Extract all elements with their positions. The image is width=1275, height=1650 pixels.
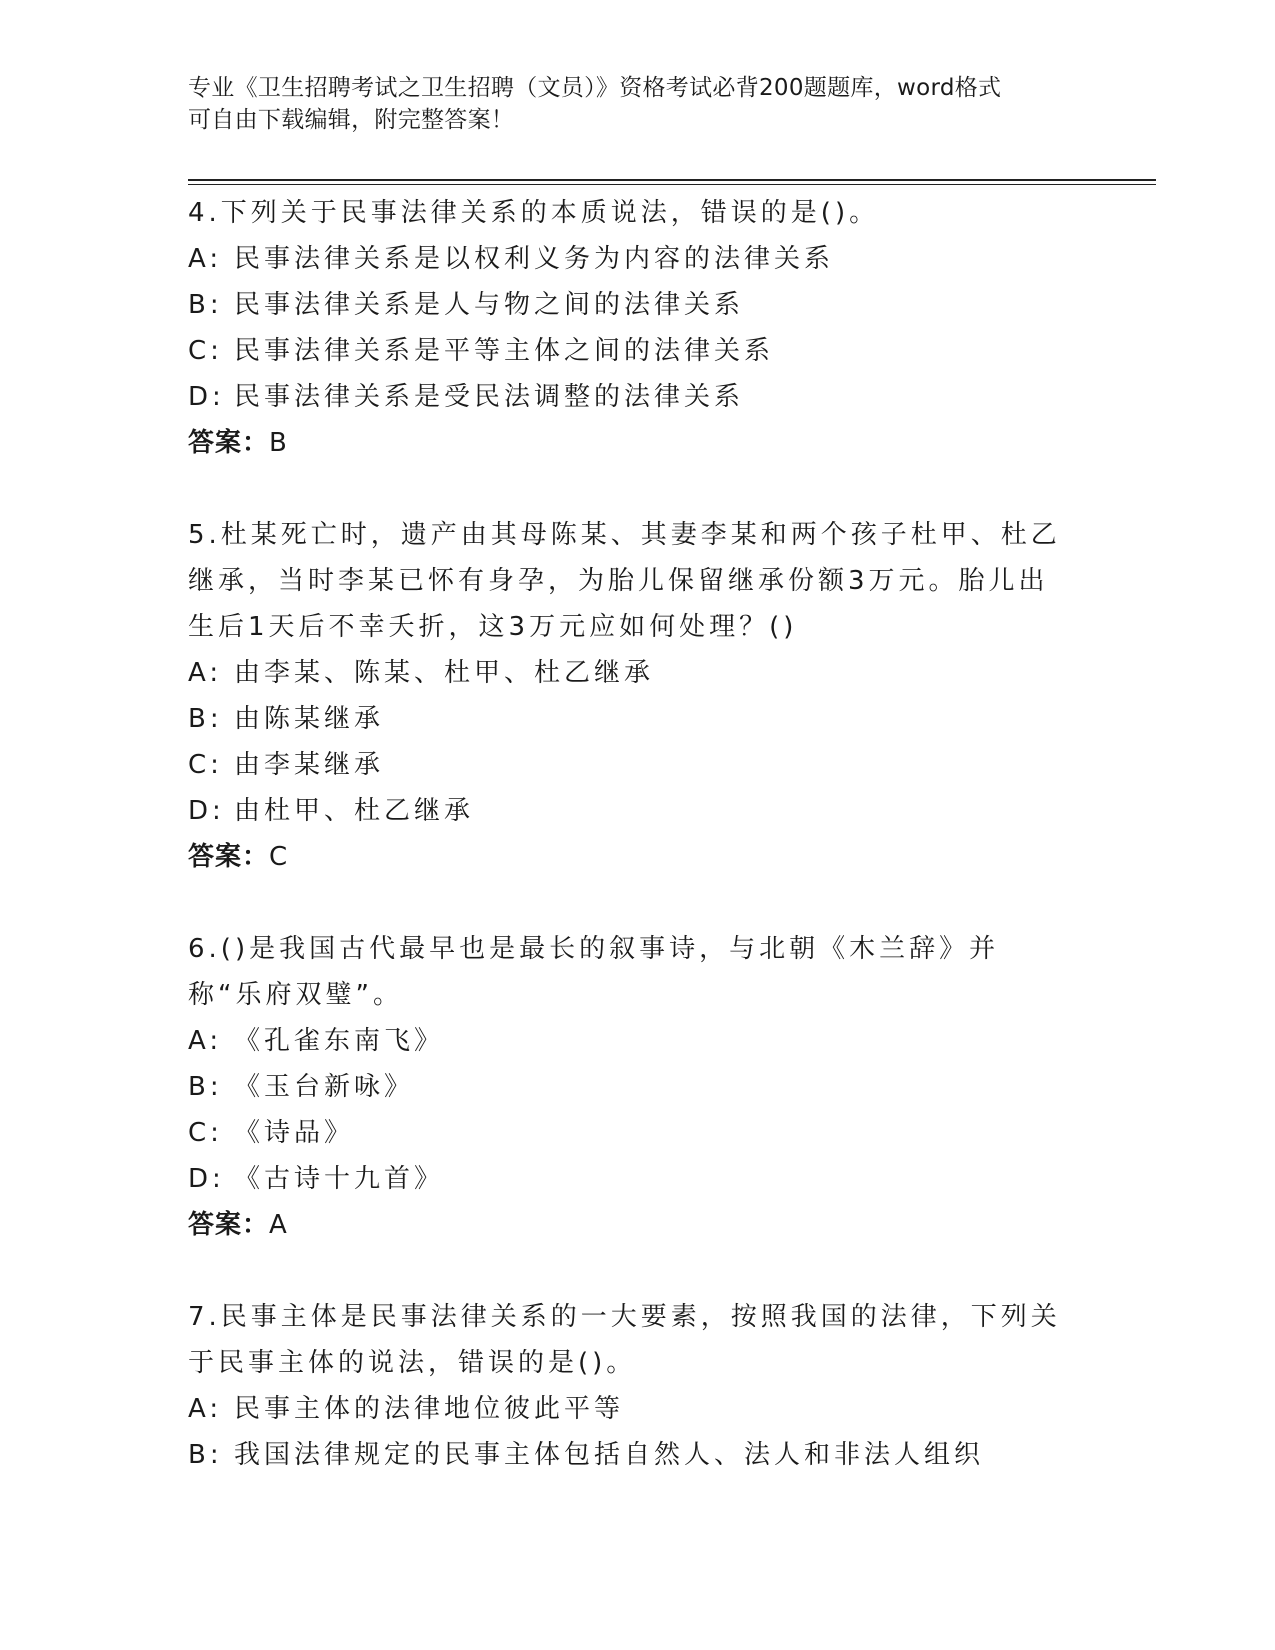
option-text: 由李某、陈某、杜甲、杜乙继承: [234, 658, 655, 688]
answer-line: [188, 834, 1068, 880]
answer-value: A: [269, 1210, 288, 1240]
answer-line: [188, 420, 1068, 466]
option-a: [188, 1018, 1068, 1064]
option-key: A:: [188, 658, 223, 688]
answer-value: C: [269, 842, 289, 872]
option-text: 《玉台新咏》: [234, 1072, 415, 1102]
option-d: [188, 374, 1068, 420]
option-key: D:: [188, 1164, 225, 1194]
option-b: [188, 696, 1068, 742]
question-6: [188, 926, 1068, 1248]
document-header: [188, 72, 1088, 136]
question-5: [188, 512, 1068, 880]
option-key: C:: [188, 750, 223, 780]
option-text: 由李某继承: [234, 750, 385, 780]
question-stem: 4.下列关于民事法律关系的本质说法，错误的是()。: [188, 198, 880, 228]
option-text: 《古诗十九首》: [234, 1164, 445, 1194]
header-line-2: 可自由下载编辑，附完整答案！: [188, 107, 515, 133]
option-c: [188, 328, 1068, 374]
option-text: 民事法律关系是人与物之间的法律关系: [234, 290, 745, 320]
option-key: B:: [188, 704, 223, 734]
option-key: C:: [188, 336, 223, 366]
option-text: 由陈某继承: [234, 704, 385, 734]
header-line-1: 专业《卫生招聘考试之卫生招聘（文员）》资格考试必背200题题库，word格式: [188, 75, 1002, 101]
option-key: A:: [188, 244, 223, 274]
option-text: 我国法律规定的民事主体包括自然人、法人和非法人组织: [234, 1440, 985, 1470]
option-a: [188, 236, 1068, 282]
header-divider-thin: [188, 184, 1156, 185]
question-7: [188, 1294, 1068, 1478]
option-key: A:: [188, 1394, 223, 1424]
option-key: B:: [188, 290, 223, 320]
question-stem: 5.杜某死亡时，遗产由其母陈某、其妻李某和两个孩子杜甲、杜乙继承，当时李某已怀有身孕，为胎儿保留继承份额3万元。胎儿出生后1天后不幸夭折，这3万元应如何处理？(): [188, 520, 1061, 642]
option-a: [188, 1386, 1068, 1432]
option-c: [188, 742, 1068, 788]
answer-label: 答案：: [188, 842, 270, 872]
question-list: [188, 190, 1068, 1524]
answer-label: 答案：: [188, 428, 270, 458]
question-stem: 7.民事主体是民事法律关系的一大要素，按照我国的法律，下列关于民事主体的说法，错误的是()。: [188, 1302, 1061, 1378]
option-text: 《孔雀东南飞》: [234, 1026, 445, 1056]
header-divider-thick: [188, 179, 1156, 181]
answer-value: B: [269, 428, 288, 458]
option-text: 民事法律关系是平等主体之间的法律关系: [234, 336, 775, 366]
question-4: [188, 190, 1068, 466]
question-stem: 6.()是我国古代最早也是最长的叙事诗，与北朝《木兰辞》并称“乐府双璧”。: [188, 934, 1000, 1010]
answer-line: [188, 1202, 1068, 1248]
option-key: B:: [188, 1072, 223, 1102]
option-key: D:: [188, 382, 225, 412]
option-text: 《诗品》: [234, 1118, 355, 1148]
option-c: [188, 1110, 1068, 1156]
option-b: [188, 1064, 1068, 1110]
option-b: [188, 1432, 1068, 1478]
option-text: 由杜甲、杜乙继承: [234, 796, 475, 826]
option-d: [188, 788, 1068, 834]
option-key: C:: [188, 1118, 223, 1148]
answer-label: 答案：: [188, 1210, 270, 1240]
option-b: [188, 282, 1068, 328]
option-text: 民事法律关系是以权利义务为内容的法律关系: [234, 244, 835, 274]
option-a: [188, 650, 1068, 696]
option-text: 民事法律关系是受民法调整的法律关系: [234, 382, 745, 412]
option-key: A:: [188, 1026, 223, 1056]
option-key: D:: [188, 796, 225, 826]
option-key: B:: [188, 1440, 223, 1470]
option-text: 民事主体的法律地位彼此平等: [234, 1394, 625, 1424]
option-d: [188, 1156, 1068, 1202]
